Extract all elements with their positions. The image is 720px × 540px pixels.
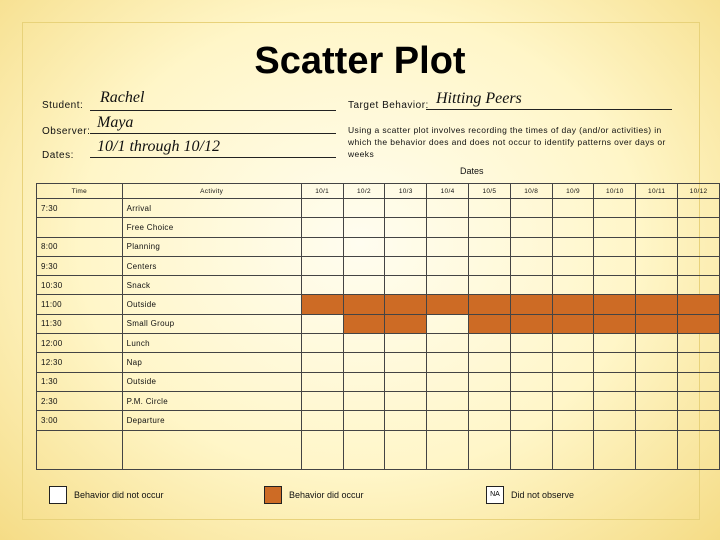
behavior-occurred-cell[interactable] [594, 295, 636, 314]
activity-cell: Planning [122, 237, 301, 256]
observation-cell[interactable] [636, 391, 678, 410]
observation-cell[interactable] [594, 334, 636, 353]
observation-cell[interactable] [301, 430, 343, 469]
table-row [37, 256, 720, 275]
observation-cell[interactable] [427, 391, 469, 410]
table-row [37, 372, 720, 391]
observation-cell[interactable] [301, 276, 343, 295]
behavior-occurred-cell[interactable] [636, 314, 678, 333]
observation-cell[interactable] [510, 391, 552, 410]
date-header-10-12: 10/12 [678, 184, 720, 199]
observation-cell[interactable] [427, 411, 469, 430]
observation-cell[interactable] [552, 334, 594, 353]
table-row [37, 430, 720, 469]
observation-cell[interactable] [385, 199, 427, 218]
observation-cell[interactable] [468, 372, 510, 391]
observation-cell[interactable] [301, 314, 343, 333]
scatter-plot-grid [36, 183, 720, 470]
observation-cell[interactable] [510, 256, 552, 275]
observation-cell[interactable] [468, 411, 510, 430]
date-header-10-10: 10/10 [594, 184, 636, 199]
observation-cell[interactable] [636, 372, 678, 391]
observation-cell[interactable] [385, 430, 427, 469]
behavior-occurred-cell[interactable] [594, 314, 636, 333]
table-row [37, 295, 720, 314]
observation-cell[interactable] [594, 430, 636, 469]
date-header-10-4: 10/4 [427, 184, 469, 199]
observation-cell[interactable] [343, 276, 385, 295]
observation-cell[interactable] [510, 218, 552, 237]
observation-cell[interactable] [468, 334, 510, 353]
time-cell: 11:00 [37, 295, 123, 314]
activity-header: Activity [122, 184, 301, 199]
dates-header: Dates [460, 166, 484, 176]
date-header-10-9: 10/9 [552, 184, 594, 199]
activity-cell: P.M. Circle [122, 391, 301, 410]
observation-cell[interactable] [678, 372, 720, 391]
legend-occur-label: Behavior did occur [289, 490, 364, 500]
date-header-10-2: 10/2 [343, 184, 385, 199]
observation-cell[interactable] [594, 218, 636, 237]
observation-cell[interactable] [468, 218, 510, 237]
observation-cell[interactable] [594, 391, 636, 410]
observation-cell[interactable] [343, 391, 385, 410]
behavior-occurred-cell[interactable] [343, 295, 385, 314]
observation-cell[interactable] [552, 218, 594, 237]
grid-header-row [37, 184, 720, 199]
table-row [37, 218, 720, 237]
observation-cell[interactable] [343, 237, 385, 256]
table-row [37, 353, 720, 372]
observation-cell[interactable] [552, 411, 594, 430]
behavior-occurred-cell[interactable] [343, 314, 385, 333]
observer-line [90, 133, 336, 134]
observation-cell[interactable] [594, 411, 636, 430]
activity-cell [122, 430, 301, 469]
observation-cell[interactable] [510, 430, 552, 469]
observation-cell[interactable] [636, 256, 678, 275]
observation-cell[interactable] [385, 334, 427, 353]
observation-cell[interactable] [594, 199, 636, 218]
observation-cell[interactable] [301, 256, 343, 275]
activity-cell: Departure [122, 411, 301, 430]
observation-cell[interactable] [343, 199, 385, 218]
observation-cell[interactable] [385, 391, 427, 410]
observation-cell[interactable] [552, 430, 594, 469]
observation-cell[interactable] [427, 256, 469, 275]
observation-cell[interactable] [678, 411, 720, 430]
observation-cell[interactable] [343, 353, 385, 372]
observation-cell[interactable] [427, 334, 469, 353]
observation-cell[interactable] [343, 372, 385, 391]
activity-cell: Lunch [122, 334, 301, 353]
behavior-occurred-cell[interactable] [468, 314, 510, 333]
activity-cell: Outside [122, 295, 301, 314]
time-cell: 11:30 [37, 314, 123, 333]
observation-cell[interactable] [636, 353, 678, 372]
observation-cell[interactable] [385, 353, 427, 372]
observation-cell[interactable] [385, 411, 427, 430]
observation-cell[interactable] [510, 199, 552, 218]
time-cell: 12:00 [37, 334, 123, 353]
observation-cell[interactable] [552, 353, 594, 372]
time-cell: 9:30 [37, 256, 123, 275]
time-cell: 3:00 [37, 411, 123, 430]
observation-cell[interactable] [301, 353, 343, 372]
date-header-10-3: 10/3 [385, 184, 427, 199]
observation-cell[interactable] [678, 218, 720, 237]
legend-not-occur-label: Behavior did not occur [74, 490, 164, 500]
table-row [37, 411, 720, 430]
observation-cell[interactable] [552, 391, 594, 410]
behavior-occurred-cell[interactable] [385, 314, 427, 333]
time-header: Time [37, 184, 123, 199]
observation-cell[interactable] [385, 276, 427, 295]
date-header-10-8: 10/8 [510, 184, 552, 199]
observation-cell[interactable] [427, 353, 469, 372]
observation-cell[interactable] [510, 276, 552, 295]
observation-cell[interactable] [301, 334, 343, 353]
observation-cell[interactable] [510, 411, 552, 430]
observation-cell[interactable] [468, 353, 510, 372]
behavior-occurred-cell[interactable] [427, 295, 469, 314]
observation-cell[interactable] [678, 334, 720, 353]
observation-cell[interactable] [678, 256, 720, 275]
observation-cell[interactable] [636, 430, 678, 469]
observation-cell[interactable] [301, 391, 343, 410]
time-cell: 8:00 [37, 237, 123, 256]
time-cell: 10:30 [37, 276, 123, 295]
observation-cell[interactable] [636, 411, 678, 430]
observation-cell[interactable] [301, 372, 343, 391]
observation-cell[interactable] [468, 430, 510, 469]
observation-cell[interactable] [468, 276, 510, 295]
activity-cell: Small Group [122, 314, 301, 333]
legend-na-swatch: NA [486, 486, 504, 504]
observation-cell[interactable] [552, 256, 594, 275]
observation-cell[interactable] [510, 372, 552, 391]
observation-cell[interactable] [594, 256, 636, 275]
observation-cell[interactable] [427, 314, 469, 333]
activity-cell: Centers [122, 256, 301, 275]
date-header-10-11: 10/11 [636, 184, 678, 199]
observation-cell[interactable] [678, 391, 720, 410]
activity-cell: Nap [122, 353, 301, 372]
observation-cell[interactable] [343, 334, 385, 353]
observation-cell[interactable] [636, 199, 678, 218]
behavior-occurred-cell[interactable] [552, 314, 594, 333]
time-cell: 2:30 [37, 391, 123, 410]
legend-occur-swatch [264, 486, 282, 504]
observer-value[interactable]: Maya [97, 114, 134, 131]
observation-cell[interactable] [385, 237, 427, 256]
observation-cell[interactable] [594, 276, 636, 295]
target-behavior-label: Target Behavior: [348, 100, 429, 111]
observation-cell[interactable] [678, 237, 720, 256]
observation-cell[interactable] [468, 237, 510, 256]
behavior-occurred-cell[interactable] [510, 314, 552, 333]
behavior-occurred-cell[interactable] [510, 295, 552, 314]
time-cell: 12:30 [37, 353, 123, 372]
table-row [37, 334, 720, 353]
observation-cell[interactable] [636, 276, 678, 295]
observation-cell[interactable] [427, 218, 469, 237]
student-label: Student: [42, 100, 84, 111]
observation-cell[interactable] [427, 237, 469, 256]
observation-cell[interactable] [343, 256, 385, 275]
observation-cell[interactable] [385, 256, 427, 275]
observation-cell[interactable] [427, 199, 469, 218]
observation-cell[interactable] [594, 372, 636, 391]
date-header-10-1: 10/1 [301, 184, 343, 199]
page-title: Scatter Plot [254, 40, 466, 82]
legend-not-observe-label: Did not observe [511, 490, 575, 500]
observation-cell[interactable] [301, 199, 343, 218]
observation-cell[interactable] [636, 334, 678, 353]
behavior-occurred-cell[interactable] [678, 295, 720, 314]
behavior-occurred-cell[interactable] [385, 295, 427, 314]
observation-cell[interactable] [636, 237, 678, 256]
table-row [37, 276, 720, 295]
dates-value[interactable]: 10/1 through 10/12 [97, 138, 220, 155]
observation-cell[interactable] [636, 218, 678, 237]
time-cell [37, 430, 123, 469]
time-cell [37, 218, 123, 237]
observation-cell[interactable] [678, 199, 720, 218]
table-row [37, 199, 720, 218]
observation-cell[interactable] [678, 276, 720, 295]
observer-label: Observer: [42, 126, 91, 137]
student-line [90, 110, 336, 111]
observation-cell[interactable] [301, 218, 343, 237]
observation-cell[interactable] [594, 353, 636, 372]
table-row [37, 314, 720, 333]
observation-cell[interactable] [678, 430, 720, 469]
table-row [37, 237, 720, 256]
description-text: Using a scatter plot involves recording the times of day (and/or activities) in which the behavior does and does not occur to identify patterns over days or weeks [348, 125, 666, 159]
observation-cell[interactable] [552, 237, 594, 256]
time-cell: 1:30 [37, 372, 123, 391]
behavior-occurred-cell[interactable] [552, 295, 594, 314]
activity-cell: Free Choice [122, 218, 301, 237]
time-cell: 7:30 [37, 199, 123, 218]
observation-cell[interactable] [510, 334, 552, 353]
observation-cell[interactable] [385, 372, 427, 391]
observation-cell[interactable] [301, 237, 343, 256]
observation-cell[interactable] [552, 276, 594, 295]
student-value[interactable]: Rachel [100, 89, 145, 106]
observation-cell[interactable] [343, 218, 385, 237]
observation-cell[interactable] [301, 411, 343, 430]
target-behavior-line [426, 109, 672, 110]
behavior-occurred-cell[interactable] [301, 295, 343, 314]
activity-cell: Outside [122, 372, 301, 391]
behavior-occurred-cell[interactable] [468, 295, 510, 314]
target-behavior-value[interactable]: Hitting Peers [436, 90, 522, 107]
observation-cell[interactable] [552, 199, 594, 218]
observation-cell[interactable] [468, 199, 510, 218]
behavior-occurred-cell[interactable] [678, 314, 720, 333]
activity-cell: Snack [122, 276, 301, 295]
legend-not-occur-swatch [49, 486, 67, 504]
behavior-occurred-cell[interactable] [636, 295, 678, 314]
observation-cell[interactable] [552, 372, 594, 391]
observation-cell[interactable] [343, 430, 385, 469]
observation-cell[interactable] [468, 391, 510, 410]
observation-cell[interactable] [427, 372, 469, 391]
observation-cell[interactable] [678, 353, 720, 372]
dates-line [90, 157, 336, 158]
observation-cell[interactable] [427, 276, 469, 295]
observation-cell[interactable] [385, 218, 427, 237]
observation-cell[interactable] [468, 256, 510, 275]
dates-label: Dates: [42, 150, 74, 161]
observation-cell[interactable] [427, 430, 469, 469]
table-row [37, 391, 720, 410]
observation-cell[interactable] [343, 411, 385, 430]
observation-cell[interactable] [510, 237, 552, 256]
observation-cell[interactable] [510, 353, 552, 372]
observation-cell[interactable] [594, 237, 636, 256]
date-header-10-5: 10/5 [468, 184, 510, 199]
activity-cell: Arrival [122, 199, 301, 218]
